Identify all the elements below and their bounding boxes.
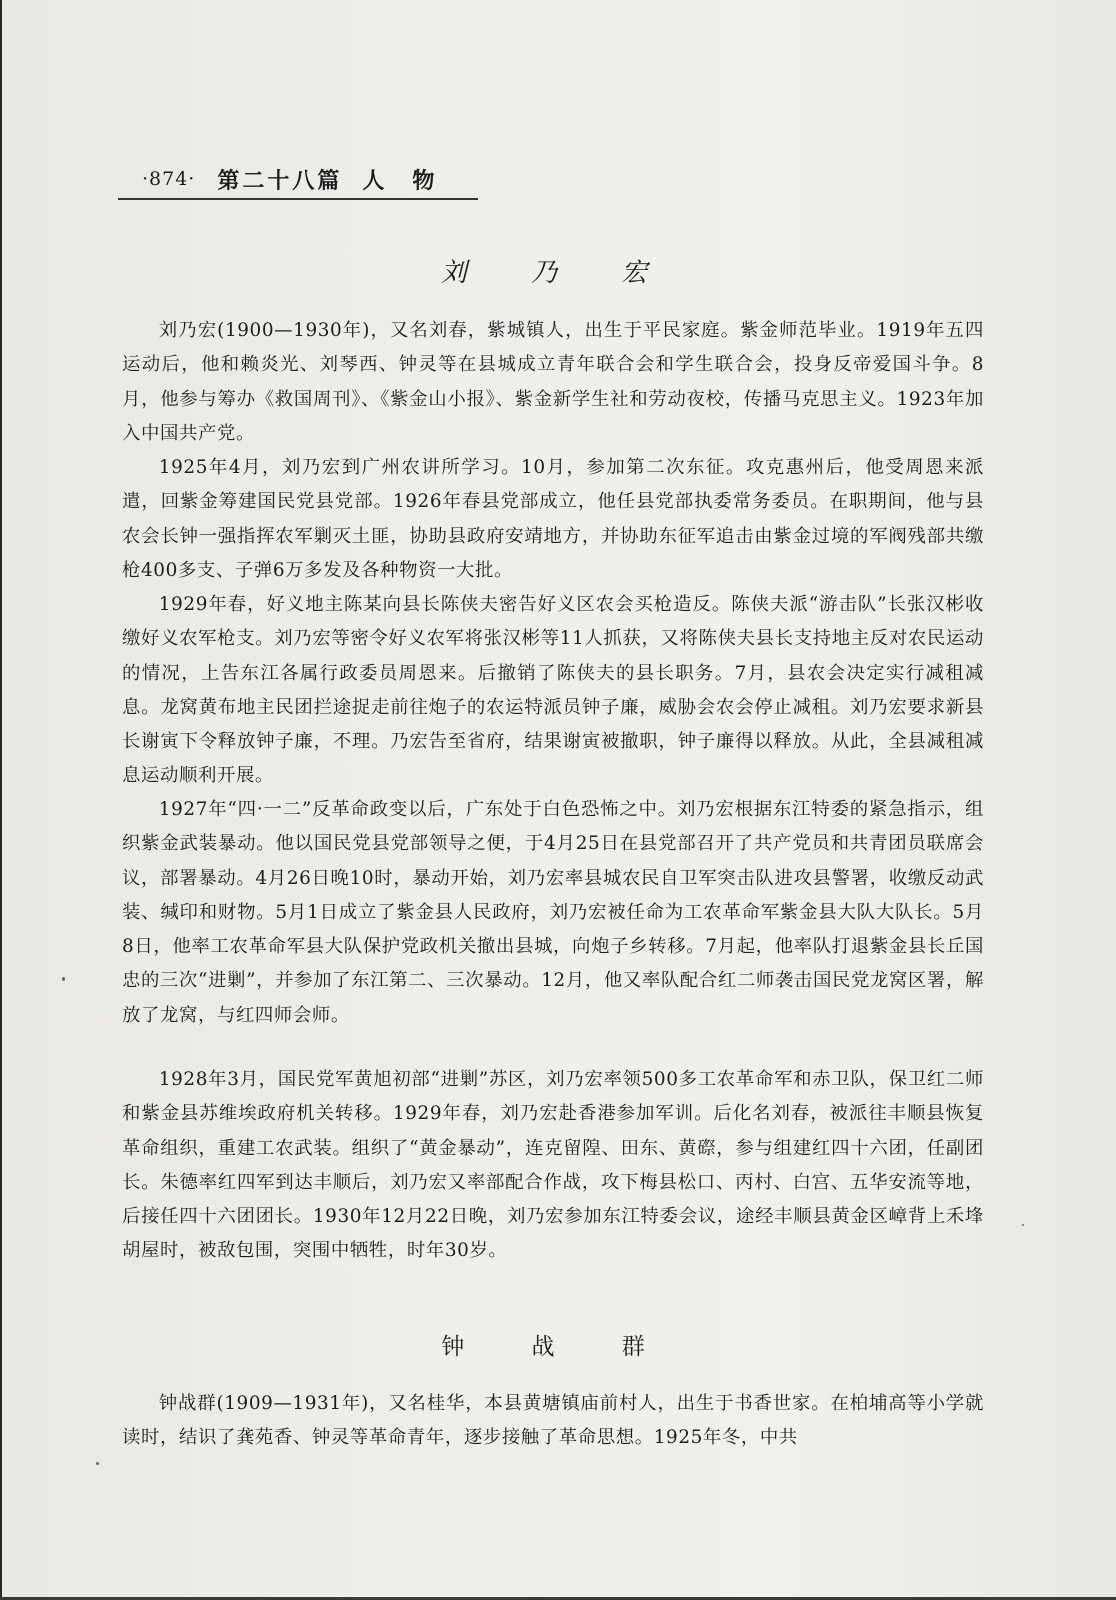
section-sub-title: 人 物 bbox=[362, 168, 438, 194]
scan-speck bbox=[96, 1462, 99, 1465]
paragraph: 刘乃宏(1900—1930年)，又名刘春，紫城镇人，出生于平民家庭。紫金师范毕业。1919年五四运动后，他和赖炎光、刘琴西、钟灵等在县城成立青年联合会和学生联合会，投身反帝爱国斗争。8月，他参与筹办《救国周刊》、《紫金山小报》、紫金新学生社和劳动夜校，传播马克思主义。1923年加入中国共产党。 bbox=[122, 320, 984, 444]
running-header bbox=[142, 162, 437, 196]
page-number: ·874· bbox=[142, 168, 196, 190]
paragraph: 钟战群(1909—1931年)，又名桂华，本县黄塘镇庙前村人，出生于书香世家。在柏埔高等小学就读时，结识了龚苑香、钟灵等革命青年，逐步接触了革命思想。1925年冬，中共 bbox=[122, 1393, 984, 1449]
section-main-title: 第二十八篇 bbox=[217, 168, 343, 194]
paragraph: 1927年“四·一二”反革命政变以后，广东处于白色恐怖之中。刘乃宏根据东江特委的紧急指示，组织紫金武装暴动。他以国民党县党部领导之便，于4月25日在县党部召开了共产党员和共青团员联席会议，部署暴动。4月26日晚10时，暴动开始，刘乃宏率县城农民自卫军突击队进攻县警署，收缴反动武装、缄印和财物。5月1日成立了紫金县人民政府，刘乃宏被任命为工农革命军紫金县大队大队长。5月8日，他率工农革命军县大队保护党政机关撤出县城，向炮子乡转移。7月起，他率队打退紫金县长丘国忠的三次“进剿”，并参加了东江第二、三次暴动。12月，他又率队配合红二师袭击国民党龙窝区署，解放了龙窝，与红四师会师。 bbox=[122, 799, 984, 1026]
biography-title-zhong-zhanqun: 钟 战 群 bbox=[441, 1334, 675, 1360]
paragraph: 1929年春，好义地主陈某向县长陈侠夫密告好义区农会买枪造反。陈侠夫派“游击队”长张汉彬收缴好义农军枪支。刘乃宏等密令好义农军将张汉彬等11人抓获，又将陈侠夫县长支持地主反对农民运动的情况，上告东江各属行政委员周恩来。后撤销了陈侠夫的县长职务。7月，县农会决定实行减租减息。龙窝黄布地主民团拦途捉走前往炮子的农运特派员钟子廉，威胁会农会停止减租。刘乃宏要求新县长谢寅下令释放钟子廉，不理。乃宏告至省府，结果谢寅被撤职，钟子廉得以释放。从此，全县减租减息运动顺利开展。 bbox=[122, 594, 984, 787]
paragraph: 1925年4月，刘乃宏到广州农讲所学习。10月，参加第二次东征。攻克惠州后，他受周恩来派遣，回紫金筹建国民党县党部。1926年春县党部成立，他任县党部执委常务委员。在职期间，他与县农会长钟一强指挥农军剿灭土匪，协助县政府安靖地方，并协助东征军追击由紫金过境的军阀残部共缴枪400多支、子弹6万多发及各种物资一大批。 bbox=[122, 457, 984, 581]
scan-speck bbox=[62, 977, 65, 981]
biography-title-liu-naihong: 刘 乃 宏 bbox=[440, 258, 676, 288]
section-title bbox=[217, 164, 437, 195]
header-rule bbox=[118, 198, 478, 200]
paragraph: 1928年3月，国民党军黄旭初部“进剿”苏区，刘乃宏率领500多工农革命军和赤卫队，保卫红二师和紫金县苏维埃政府机关转移。1929年春，刘乃宏赴香港参加军训。后化名刘春，被派往丰顺县恢复革命组织，重建工农武装。组织了“黄金暴动”，连克留隍、田东、黄磜，参与组建红四十六团，任副团长。朱德率红四军到达丰顺后，刘乃宏又率部配合作战，攻下梅县松口、丙村、白宫、五华安流等地，后接任四十六团团长。1930年12月22日晚，刘乃宏参加东江特委会议，途经丰顺县黄金区嶂背上禾埄胡屋时，被敌包围，突围中牺牲，时年30岁。 bbox=[122, 1069, 984, 1262]
scan-speck bbox=[1022, 1224, 1024, 1226]
